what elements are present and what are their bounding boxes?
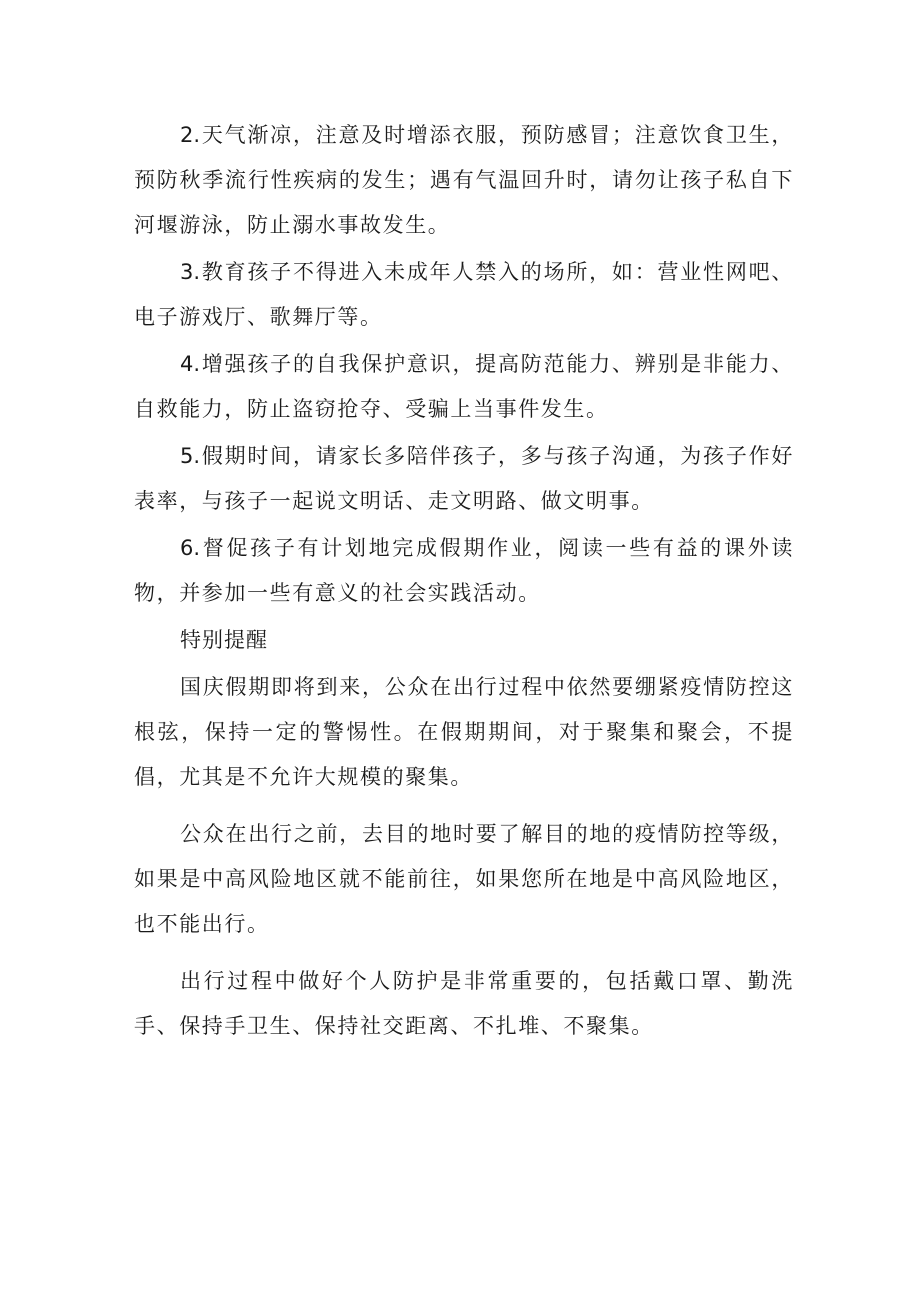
item-text: .督促孩子有计划地完成假期作业，阅读一些有益的课外读物，并参加一些有意义的社会实践活动。 <box>134 536 794 605</box>
list-item <box>134 434 794 524</box>
item-number: 3 <box>180 260 194 284</box>
item-text: .天气渐凉，注意及时增添衣服，预防感冒；注意饮食卫生，预防秋季流行性疾病的发生；遇有气温回升时，请勿让孩子私自下河堰游泳，防止溺水事故发生。 <box>134 123 794 237</box>
item-text: .教育孩子不得进入未成年人禁入的场所，如：营业性网吧、电子游戏厅、歌舞厅等。 <box>134 260 794 329</box>
list-item <box>134 342 794 432</box>
section-heading: 特别提醒 <box>180 628 268 652</box>
item-text: .假期时间，请家长多陪伴孩子，多与孩子沟通，为孩子作好表率，与孩子一起说文明话、走文明路、做文明事。 <box>134 444 794 513</box>
document-body <box>134 113 794 1049</box>
list-item <box>134 526 794 616</box>
item-text: .增强孩子的自我保护意识，提高防范能力、辨别是非能力、自救能力，防止盗窃抢夺、受骗上当事件发生。 <box>134 352 794 421</box>
item-number: 2 <box>180 123 194 147</box>
body-paragraph: 公众在出行之前，去目的地时要了解目的地的疫情防控等级，如果是中高风险地区就不能前往，如果您所在地是中高风险地区，也不能出行。 <box>134 822 794 936</box>
list-item <box>134 250 794 340</box>
list-item <box>134 113 794 248</box>
body-paragraph: 国庆假期即将到来，公众在出行过程中依然要绷紧疫情防控这根弦，保持一定的警惕性。在假期期间，对于聚集和聚会，不提倡，尤其是不允许大规模的聚集。 <box>134 675 794 789</box>
item-number: 4 <box>180 352 194 376</box>
item-number: 6 <box>180 536 194 560</box>
body-paragraph: 出行过程中做好个人防护是非常重要的，包括戴口罩、勤洗手、保持手卫生、保持社交距离、不扎堆、不聚集。 <box>134 969 794 1038</box>
item-number: 5 <box>180 444 194 468</box>
